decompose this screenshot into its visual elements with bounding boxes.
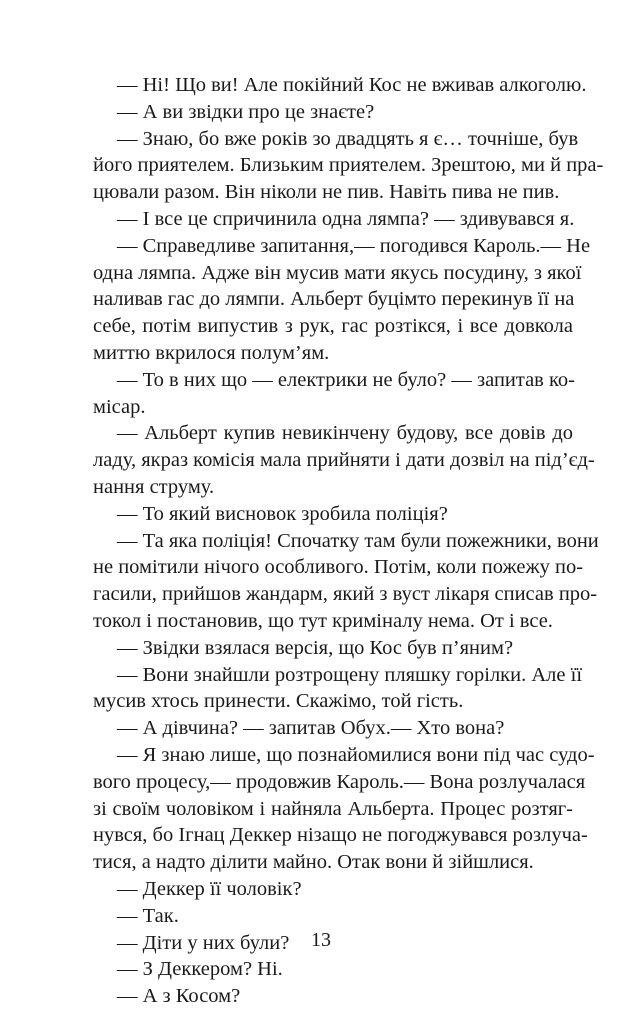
- text-line: — А дівчина? — запитав Обух.— Хто вона?: [117, 717, 505, 740]
- text-line: наливав гас до лямпи. Альберт буцімто перекинув її на: [93, 288, 575, 311]
- text-line: — А з Косом?: [117, 985, 241, 1008]
- text-line: — Справедливе запитання,— погодився Кароль.— Не: [117, 234, 591, 257]
- page-body: [93, 72, 604, 1010]
- text-line: — З Деккером? Ні.: [117, 958, 283, 981]
- text-line: — Знаю, бо вже років зо двадцять я є… точніше, був: [117, 127, 579, 150]
- text-line: нання струму.: [93, 475, 215, 498]
- text-line: вого процесу,— продовжив Кароль.— Вона розлучалася: [93, 770, 586, 793]
- page-number: 13: [311, 929, 331, 951]
- text-line: зі своїм чоловіком і найняла Альберта. Процес розтяг-: [93, 797, 573, 820]
- text-line: — Діти у них були?: [117, 931, 290, 954]
- text-line: місар.: [93, 395, 146, 418]
- text-line: — Та яка поліція! Спочатку там були пожежники, вони: [117, 529, 599, 552]
- text-line: його приятелем. Близьким приятелем. Зрештою, ми й пра-: [93, 154, 604, 177]
- text-line: — Альберт купив невикінчену будову, все довів до: [117, 422, 573, 445]
- text-line: — Ні! Що ви! Але покійний Кос не вживав алкоголю.: [117, 74, 587, 96]
- text-line: тися, а надто ділити майно. Отак вони й зійшлися.: [93, 851, 534, 874]
- text-line: себе, потім випустив з рук, гас розтікся, і все довкола: [93, 315, 573, 338]
- text-line: — Деккер її чоловік?: [117, 877, 302, 900]
- text-line: токол і постановив, що тут криміналу нема. От і все.: [93, 609, 553, 632]
- text-line: ладу, якраз комісія мала прийняти і дати дозвіл на під’єд-: [93, 449, 595, 472]
- text-line: — Я знаю лише, що познайомилися вони під час судо-: [117, 743, 595, 766]
- text-line: цювали разом. Він ніколи не пив. Навіть пива не пив.: [93, 181, 560, 204]
- text-line: — То який висновок зробила поліція?: [117, 502, 448, 525]
- text-line: мусив хтось принести. Скажімо, той гість.: [93, 690, 464, 713]
- text-line: одна лямпа. Адже він мусив мати якусь посудину, з якої: [93, 261, 582, 284]
- text-line: нувся, бо Ігнац Деккер нізащо не погоджувався розлуча-: [93, 824, 588, 847]
- text-line: не помітили нічого особливого. Потім, коли пожежу по-: [93, 556, 584, 579]
- text-line: — І все це спричинила одна лямпа? — здивувався я.: [117, 207, 575, 230]
- text-line: — То в них що — електрики не було? — запитав ко-: [117, 368, 575, 391]
- text-line: — Вони знайшли розтрощену пляшку горілки. Але її: [117, 663, 583, 686]
- text-line: гасили, прийшов жандарм, який з вуст лікаря списав про-: [93, 583, 598, 606]
- text-line: миттю вкрилося полум’ям.: [93, 341, 330, 364]
- text-line: — Так.: [117, 904, 179, 927]
- text-line: — А ви звідки про це знаєте?: [117, 100, 375, 123]
- text-line: — Звідки взялася версія, що Кос був п’яним?: [117, 636, 514, 659]
